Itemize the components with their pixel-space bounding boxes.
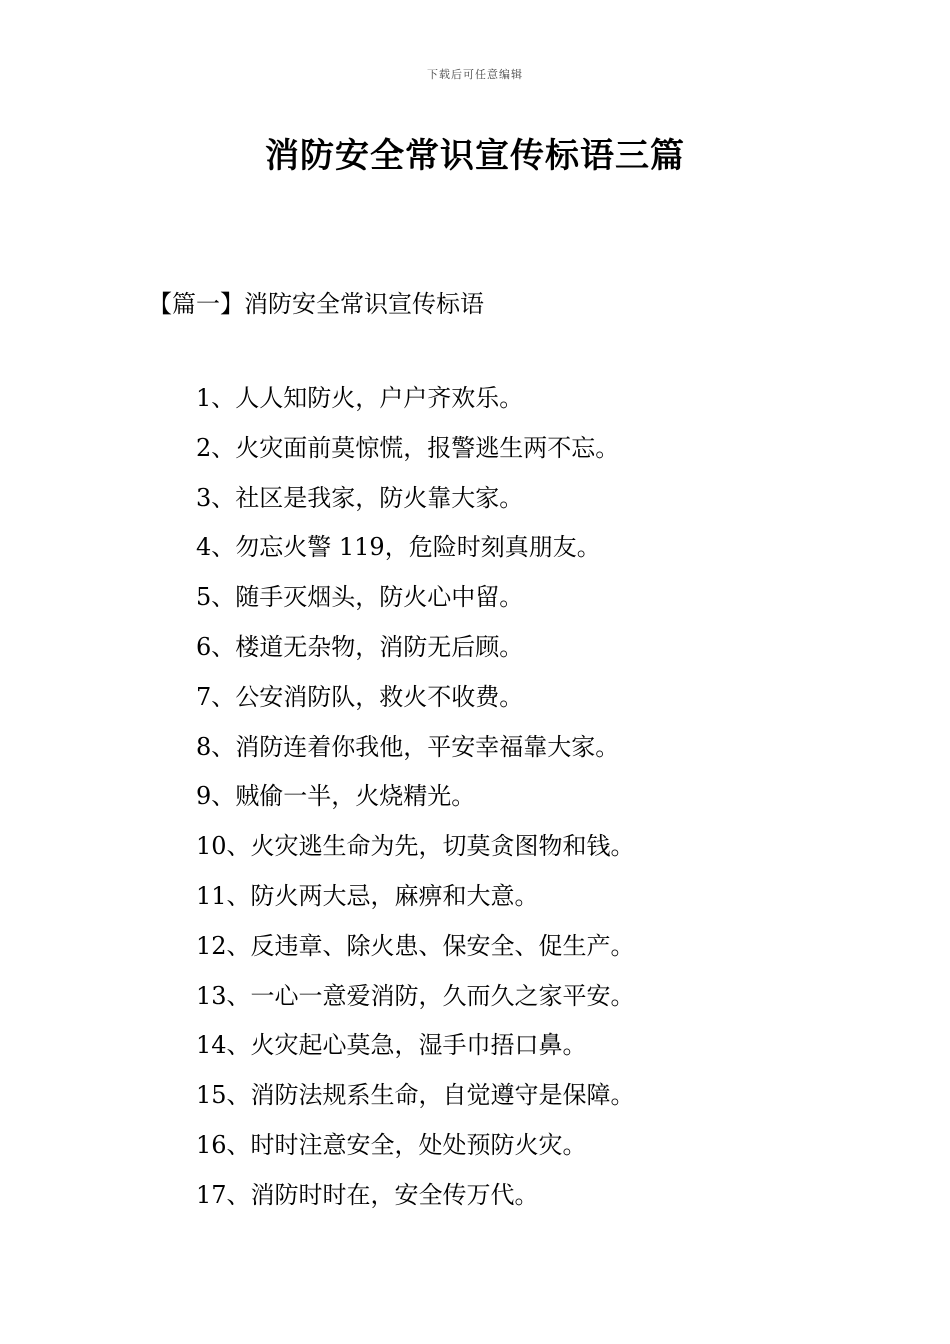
header-note: 下载后可任意编辑 <box>427 68 523 81</box>
slogan-item: 3、社区是我家，防火靠大家。 <box>196 483 524 512</box>
slogan-item: 13、一心一意爱消防，久而久之家平安。 <box>196 981 635 1010</box>
slogan-item: 9、贼偷一半，火烧精光。 <box>196 782 476 811</box>
slogan-item: 17、消防时时在，安全传万代。 <box>196 1180 539 1209</box>
slogan-item: 1、人人知防火，户户齐欢乐。 <box>196 384 524 412</box>
slogan-item: 8、消防连着你我他，平安幸福靠大家。 <box>196 732 620 761</box>
slogan-item: 10、火灾逃生命为先，切莫贪图物和钱。 <box>196 832 635 861</box>
slogan-item: 5、随手灭烟头，防火心中留。 <box>196 583 524 612</box>
slogan-list <box>196 380 635 1227</box>
slogan-item: 15、消防法规系生命，自觉遵守是保障。 <box>196 1081 635 1110</box>
section-heading: 【篇一】消防安全常识宣传标语 <box>148 290 484 318</box>
slogan-item: 2、火灾面前莫惊慌，报警逃生两不忘。 <box>196 433 620 462</box>
slogan-item: 7、公安消防队，救火不收费。 <box>196 682 524 711</box>
slogan-item: 6、楼道无杂物，消防无后顾。 <box>196 632 524 661</box>
document-title: 消防安全常识宣传标语三篇 <box>265 136 685 176</box>
slogan-item: 12、反违章、除火患、保安全、促生产。 <box>196 931 635 960</box>
slogan-item: 16、时时注意安全，处处预防火灾。 <box>196 1130 587 1159</box>
slogan-item: 4、勿忘火警 119，危险时刻真朋友。 <box>196 533 601 562</box>
slogan-item: 14、火灾起心莫急，湿手巾捂口鼻。 <box>196 1031 587 1060</box>
slogan-item: 11、防火两大忌，麻痹和大意。 <box>196 881 539 910</box>
